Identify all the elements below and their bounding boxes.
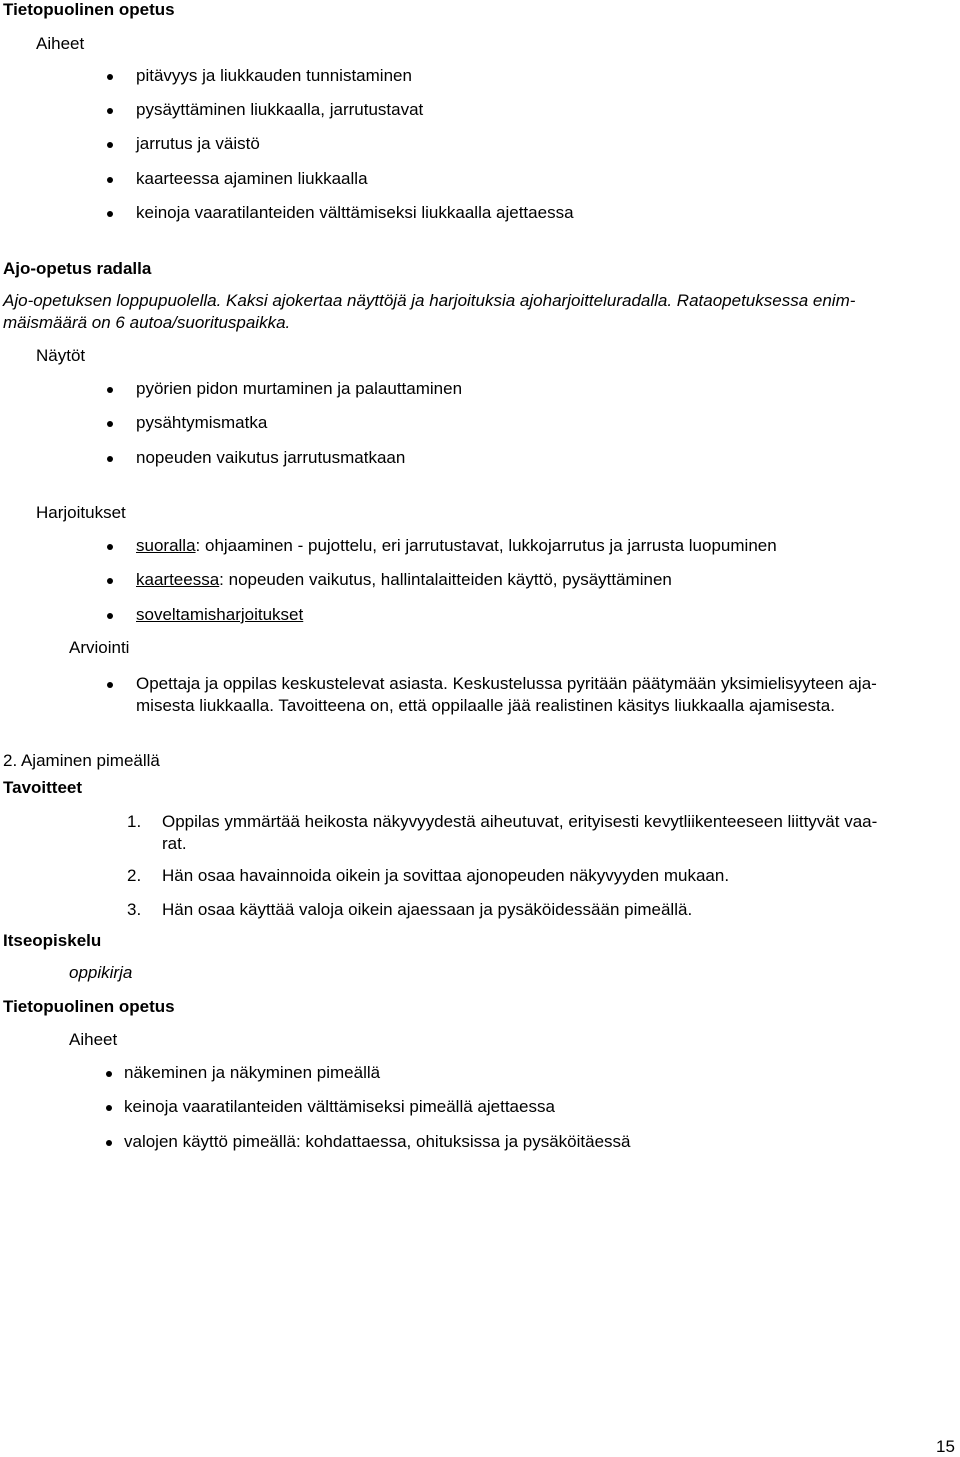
subheading-harjoitukset: Harjoitukset [36, 503, 126, 522]
list-item: kaarteessa ajaminen liukkaalla [136, 169, 368, 188]
paragraph-line: Opettaja ja oppilas keskustelevat asiasta. Keskustelussa pyritään päätymään yksimielisyyteen aja- [136, 674, 877, 693]
list-item: valojen käyttö pimeällä: kohdattaessa, ohituksissa ja pysäköitäessä [124, 1132, 631, 1151]
item-text: : ohjaaminen - pujottelu, eri jarrutustavat, lukkojarrutus ja jarrusta luopuminen [195, 536, 777, 555]
underlined-term: soveltamisharjoitukset [136, 605, 304, 624]
goal-number: 3. [127, 900, 142, 919]
subheading-aiheet: Aiheet [69, 1030, 118, 1049]
list-item [136, 536, 777, 556]
bullet [107, 108, 113, 114]
list-item [136, 605, 303, 625]
paragraph-line: misesta liukkaalla. Tavoitteena on, että oppilaalle jää realistinen käsitys liukkaalla ajamisesta. [136, 696, 835, 715]
list-item: nopeuden vaikutus jarrutusmatkaan [136, 448, 406, 467]
bullet [107, 544, 113, 550]
list-item: keinoja vaaratilanteiden välttämiseksi pimeällä ajettaessa [124, 1097, 555, 1116]
underlined-term: suoralla [136, 536, 196, 555]
item-text: : nopeuden vaikutus, hallintalaitteiden käyttö, pysäyttäminen [219, 570, 672, 589]
list-item: näkeminen ja näkyminen pimeällä [124, 1063, 381, 1082]
bullet [107, 613, 113, 619]
bullet [107, 387, 113, 393]
reference-oppikirja: oppikirja [69, 963, 133, 982]
list-item: keinoja vaaratilanteiden välttämiseksi liukkaalla ajettaessa [136, 203, 574, 222]
list-item: pysäyttäminen liukkaalla, jarrutustavat [136, 100, 424, 119]
goal-text-line: Oppilas ymmärtää heikosta näkyvyydestä aiheutuvat, erityisesti kevytliikenteeseen liittyvät vaa- [162, 812, 878, 831]
list-item [136, 570, 672, 590]
intro-text-line: mäismäärä on 6 autoa/suorituspaikka. [3, 313, 291, 332]
section-heading-tietopuolinen: Tietopuolinen opetus [3, 997, 175, 1016]
section-heading-tavoitteet: Tavoitteet [3, 778, 83, 797]
chapter-title: 2. Ajaminen pimeällä [3, 751, 160, 770]
list-item: jarrutus ja väistö [136, 134, 260, 153]
goal-text-line: rat. [162, 834, 187, 853]
bullet [106, 1071, 112, 1077]
subheading-aiheet: Aiheet [36, 34, 85, 53]
bullet [107, 421, 113, 427]
page-number: 15 [936, 1437, 955, 1456]
section-heading-itseopiskelu: Itseopiskelu [3, 931, 102, 950]
list-item: pysähtymismatka [136, 413, 268, 432]
bullet [106, 1105, 112, 1111]
section-heading-ajo-opetus: Ajo-opetus radalla [3, 259, 152, 278]
subheading-naytot: Näytöt [36, 346, 86, 365]
bullet [107, 177, 113, 183]
goal-number: 2. [127, 866, 142, 885]
bullet [107, 682, 113, 688]
bullet [106, 1140, 112, 1146]
section-heading-tietopuolinen: Tietopuolinen opetus [3, 0, 175, 19]
subheading-arviointi: Arviointi [69, 638, 130, 657]
bullet [107, 142, 113, 148]
intro-text-line: Ajo-opetuksen loppupuolella. Kaksi ajokertaa näyttöjä ja harjoituksia ajoharjoitteluradalla. Rataopetuksessa enim- [3, 291, 856, 310]
goal-text-line: Hän osaa käyttää valoja oikein ajaessaan ja pysäköidessään pimeällä. [162, 900, 693, 919]
bullet [107, 211, 113, 217]
underlined-term: kaarteessa [136, 570, 220, 589]
goal-text-line: Hän osaa havainnoida oikein ja sovittaa ajonopeuden näkyvyyden mukaan. [162, 866, 730, 885]
goal-number: 1. [127, 812, 142, 831]
bullet [107, 578, 113, 584]
list-item: pyörien pidon murtaminen ja palauttaminen [136, 379, 463, 398]
bullet [107, 74, 113, 80]
bullet [107, 456, 113, 462]
list-item: pitävyys ja liukkauden tunnistaminen [136, 66, 412, 85]
